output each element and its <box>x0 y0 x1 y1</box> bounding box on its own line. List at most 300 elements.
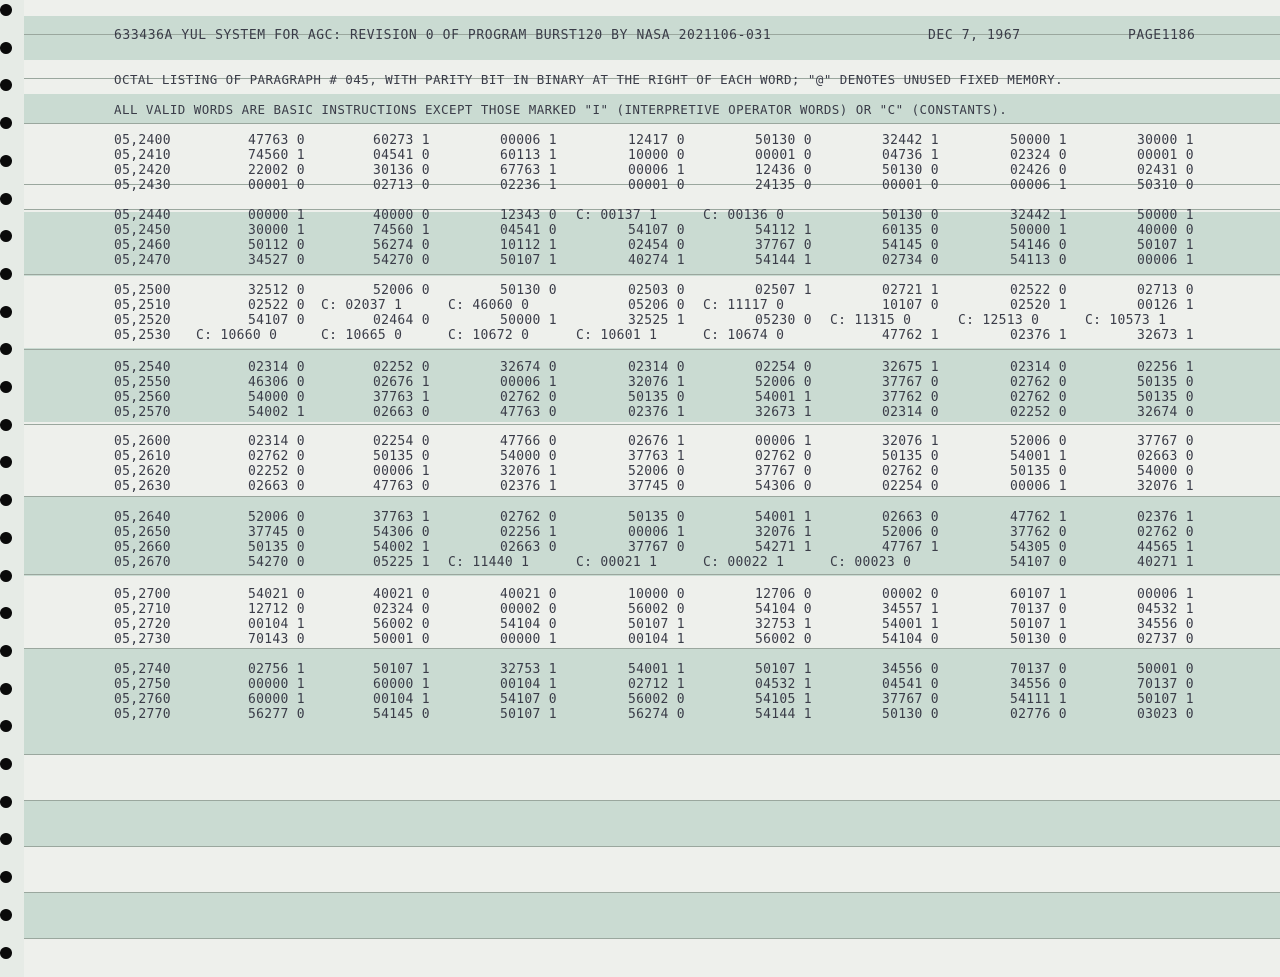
octal-word: 37767 0 <box>628 540 685 555</box>
feed-hole <box>0 833 12 845</box>
octal-word: 05206 0 <box>628 298 685 313</box>
octal-word: 32512 0 <box>248 283 305 298</box>
octal-word: 60000 1 <box>248 692 305 707</box>
octal-word: C: 10674 0 <box>703 328 785 343</box>
listing-row <box>0 540 1280 555</box>
octal-word: 04736 1 <box>882 148 939 163</box>
octal-word: 10107 0 <box>882 298 939 313</box>
row-address: 05,2720 <box>114 617 171 632</box>
listing-row <box>0 405 1280 420</box>
row-address: 05,2650 <box>114 525 171 540</box>
octal-word: 50135 0 <box>628 510 685 525</box>
octal-word: 02314 0 <box>882 405 939 420</box>
octal-word: 12706 0 <box>755 587 812 602</box>
octal-word: 60135 0 <box>882 223 939 238</box>
octal-word: 37745 0 <box>628 479 685 494</box>
octal-word: 50112 0 <box>248 238 305 253</box>
octal-word: 50130 0 <box>500 283 557 298</box>
octal-word: 40000 0 <box>1137 223 1194 238</box>
listing-row <box>0 208 1280 223</box>
octal-word: 02256 1 <box>1137 360 1194 375</box>
octal-word: 00006 1 <box>1137 587 1194 602</box>
octal-word: 54113 0 <box>1010 253 1067 268</box>
octal-word: 02252 0 <box>248 464 305 479</box>
octal-word: C: 00021 1 <box>576 555 658 570</box>
octal-word: 54305 0 <box>1010 540 1067 555</box>
octal-word: 10112 1 <box>500 238 557 253</box>
octal-word: 02254 0 <box>882 479 939 494</box>
octal-word: 02454 0 <box>628 238 685 253</box>
octal-word: 50107 1 <box>500 253 557 268</box>
octal-word: 02314 0 <box>248 360 305 375</box>
octal-word: 02762 0 <box>1137 525 1194 540</box>
octal-word: 02376 1 <box>1010 328 1067 343</box>
row-address: 05,2430 <box>114 178 171 193</box>
rule-line <box>24 892 1280 893</box>
octal-word: C: 00023 0 <box>830 555 912 570</box>
octal-word: C: 11440 1 <box>448 555 530 570</box>
octal-word: 00006 1 <box>500 133 557 148</box>
octal-word: 37763 1 <box>373 390 430 405</box>
row-address: 05,2620 <box>114 464 171 479</box>
octal-word: 54107 0 <box>248 313 305 328</box>
row-address: 05,2520 <box>114 313 171 328</box>
octal-word: 02762 0 <box>755 449 812 464</box>
octal-word: 02252 0 <box>373 360 430 375</box>
octal-word: 00006 1 <box>628 163 685 178</box>
row-address: 05,2500 <box>114 283 171 298</box>
octal-word: 32674 0 <box>500 360 557 375</box>
octal-word: 37745 0 <box>248 525 305 540</box>
octal-word: 54104 0 <box>882 632 939 647</box>
rule-line <box>24 349 1280 350</box>
listing-row <box>0 464 1280 479</box>
row-address: 05,2740 <box>114 662 171 677</box>
row-address: 05,2640 <box>114 510 171 525</box>
octal-word: 37763 1 <box>373 510 430 525</box>
octal-word: 50107 1 <box>1010 617 1067 632</box>
octal-word: 56277 0 <box>248 707 305 722</box>
octal-word: 02522 0 <box>1010 283 1067 298</box>
rule-line <box>24 574 1280 575</box>
octal-word: 02254 0 <box>373 434 430 449</box>
octal-word: 37767 0 <box>755 464 812 479</box>
octal-word: 04532 1 <box>755 677 812 692</box>
row-address: 05,2560 <box>114 390 171 405</box>
octal-word: 02776 0 <box>1010 707 1067 722</box>
octal-word: 02314 0 <box>248 434 305 449</box>
octal-word: 56002 0 <box>373 617 430 632</box>
octal-word: 22002 0 <box>248 163 305 178</box>
octal-word: 02376 1 <box>500 479 557 494</box>
row-address: 05,2460 <box>114 238 171 253</box>
octal-word: 02663 0 <box>248 479 305 494</box>
octal-word: 52006 0 <box>1010 434 1067 449</box>
octal-word: 54145 0 <box>373 707 430 722</box>
row-address: 05,2770 <box>114 707 171 722</box>
octal-word: 00006 1 <box>1010 479 1067 494</box>
octal-word: 54270 0 <box>248 555 305 570</box>
octal-word: 54104 0 <box>500 617 557 632</box>
octal-word: 54144 1 <box>755 707 812 722</box>
octal-word: 50000 1 <box>1010 223 1067 238</box>
octal-word: 04541 0 <box>373 148 430 163</box>
octal-word: 02762 0 <box>500 510 557 525</box>
octal-word: 02256 1 <box>500 525 557 540</box>
listing-row <box>0 602 1280 617</box>
feed-hole <box>0 871 12 883</box>
octal-word: 32076 1 <box>628 375 685 390</box>
octal-word: 50000 1 <box>1137 208 1194 223</box>
octal-word: 02713 0 <box>1137 283 1194 298</box>
row-address: 05,2440 <box>114 208 171 223</box>
octal-word: 02376 1 <box>628 405 685 420</box>
row-address: 05,2610 <box>114 449 171 464</box>
rule-line <box>24 496 1280 497</box>
octal-word: 50130 0 <box>882 163 939 178</box>
octal-word: 32525 1 <box>628 313 685 328</box>
octal-word: 02762 0 <box>1010 390 1067 405</box>
octal-word: 02252 0 <box>1010 405 1067 420</box>
octal-word: 02520 1 <box>1010 298 1067 313</box>
octal-word: 37763 1 <box>628 449 685 464</box>
octal-word: 05225 1 <box>373 555 430 570</box>
octal-word: 54146 0 <box>1010 238 1067 253</box>
octal-word: 56002 0 <box>628 602 685 617</box>
octal-word: 52006 0 <box>755 375 812 390</box>
row-address: 05,2710 <box>114 602 171 617</box>
octal-word: 02507 1 <box>755 283 812 298</box>
octal-word: 34556 0 <box>882 662 939 677</box>
octal-word: 02713 0 <box>373 178 430 193</box>
listing-row <box>0 707 1280 722</box>
listing-row <box>0 178 1280 193</box>
rule-line <box>24 274 1280 275</box>
octal-word: 02236 1 <box>500 178 557 193</box>
row-address: 05,2550 <box>114 375 171 390</box>
green-band <box>24 800 1280 846</box>
octal-word: 37767 0 <box>1137 434 1194 449</box>
row-address: 05,2530 <box>114 328 171 343</box>
row-address: 05,2420 <box>114 163 171 178</box>
octal-word: 37762 0 <box>1010 525 1067 540</box>
octal-word: 32076 1 <box>1137 479 1194 494</box>
octal-word: 32674 0 <box>1137 405 1194 420</box>
octal-word: 05230 0 <box>755 313 812 328</box>
octal-word: 47762 1 <box>882 328 939 343</box>
octal-word: C: 10665 0 <box>321 328 403 343</box>
octal-word: 32753 1 <box>500 662 557 677</box>
octal-word: C: 10660 0 <box>196 328 278 343</box>
listing-row <box>0 148 1280 163</box>
octal-word: 34557 1 <box>882 602 939 617</box>
octal-word: 54001 1 <box>1010 449 1067 464</box>
octal-word: 54001 1 <box>755 390 812 405</box>
octal-word: 60107 1 <box>1010 587 1067 602</box>
listing-row <box>0 283 1280 298</box>
green-band <box>24 892 1280 938</box>
octal-word: 47763 0 <box>248 133 305 148</box>
octal-word: 32442 1 <box>1010 208 1067 223</box>
octal-word: 54144 1 <box>755 253 812 268</box>
octal-word: 02663 0 <box>1137 449 1194 464</box>
octal-word: 00001 0 <box>755 148 812 163</box>
octal-word: 40021 0 <box>500 587 557 602</box>
octal-word: 40274 1 <box>628 253 685 268</box>
octal-word: 50135 0 <box>882 449 939 464</box>
octal-word: 32076 1 <box>882 434 939 449</box>
octal-word: 50135 0 <box>1010 464 1067 479</box>
octal-word: 00001 0 <box>1137 148 1194 163</box>
octal-word: 32442 1 <box>882 133 939 148</box>
octal-word: 54021 0 <box>248 587 305 602</box>
white-band <box>24 754 1280 800</box>
octal-word: C: 00136 0 <box>703 208 785 223</box>
octal-word: 40271 1 <box>1137 555 1194 570</box>
octal-word: C: 10672 0 <box>448 328 530 343</box>
row-address: 05,2730 <box>114 632 171 647</box>
octal-word: 50107 1 <box>1137 692 1194 707</box>
octal-word: 50135 0 <box>373 449 430 464</box>
octal-word: 54001 1 <box>755 510 812 525</box>
octal-word: 47766 0 <box>500 434 557 449</box>
octal-word: 04532 1 <box>1137 602 1194 617</box>
listing-row <box>0 677 1280 692</box>
octal-word: 02426 0 <box>1010 163 1067 178</box>
row-address: 05,2400 <box>114 133 171 148</box>
octal-word: 02376 1 <box>1137 510 1194 525</box>
listing-row <box>0 449 1280 464</box>
listing-row <box>0 632 1280 647</box>
octal-word: C: 10601 1 <box>576 328 658 343</box>
octal-word: 02756 1 <box>248 662 305 677</box>
row-address: 05,2670 <box>114 555 171 570</box>
octal-word: 03023 0 <box>1137 707 1194 722</box>
octal-word: 54107 0 <box>500 692 557 707</box>
octal-word: 34527 0 <box>248 253 305 268</box>
octal-word: 02762 0 <box>882 464 939 479</box>
octal-word: 24135 0 <box>755 178 812 193</box>
octal-word: 00001 0 <box>248 178 305 193</box>
listing-row <box>0 298 1280 313</box>
octal-word: 00002 0 <box>500 602 557 617</box>
octal-word: 50135 0 <box>1137 390 1194 405</box>
octal-word: 32076 1 <box>500 464 557 479</box>
octal-word: 02522 0 <box>248 298 305 313</box>
octal-word: 74560 1 <box>248 148 305 163</box>
octal-word: 02431 0 <box>1137 163 1194 178</box>
octal-word: 54145 0 <box>882 238 939 253</box>
octal-word: 54270 0 <box>373 253 430 268</box>
row-address: 05,2510 <box>114 298 171 313</box>
octal-word: C: 00137 1 <box>576 208 658 223</box>
listing-row <box>0 360 1280 375</box>
octal-word: 50107 1 <box>500 707 557 722</box>
octal-word: 32673 1 <box>1137 328 1194 343</box>
octal-word: 32675 1 <box>882 360 939 375</box>
feed-hole <box>0 720 12 732</box>
rule-line <box>24 846 1280 847</box>
rule-line <box>24 754 1280 755</box>
header-program-line: 633436A YUL SYSTEM FOR AGC: REVISION 0 OF PROGRAM BURST120 BY NASA 2021106-031 <box>114 28 772 43</box>
octal-word: 56002 0 <box>628 692 685 707</box>
octal-word: C: 11315 0 <box>830 313 912 328</box>
octal-word: 37767 0 <box>882 375 939 390</box>
rule-line <box>24 938 1280 939</box>
listing-row <box>0 525 1280 540</box>
listing-row <box>0 479 1280 494</box>
octal-word: 00104 1 <box>373 692 430 707</box>
octal-word: C: 00022 1 <box>703 555 785 570</box>
octal-word: 70143 0 <box>248 632 305 647</box>
octal-word: 00000 1 <box>248 677 305 692</box>
octal-word: 54001 1 <box>628 662 685 677</box>
octal-word: 54104 0 <box>755 602 812 617</box>
header-legend: ALL VALID WORDS ARE BASIC INSTRUCTIONS EXCEPT THOSE MARKED "I" (INTERPRETIVE OPERATOR WORDS) OR "C" (CONSTANTS). <box>114 102 1008 117</box>
listing-row <box>0 510 1280 525</box>
octal-word: 02762 0 <box>500 390 557 405</box>
header-listing-description: OCTAL LISTING OF PARAGRAPH # 045, WITH PARITY BIT IN BINARY AT THE RIGHT OF EACH WORD; "@" DENOTES UNUSED FIXED MEMORY. <box>114 72 1064 87</box>
octal-word: 44565 1 <box>1137 540 1194 555</box>
octal-word: 54002 1 <box>248 405 305 420</box>
listing-row <box>0 133 1280 148</box>
octal-word: 02734 0 <box>882 253 939 268</box>
feed-hole <box>0 796 12 808</box>
octal-word: 52006 0 <box>628 464 685 479</box>
octal-word: 00000 1 <box>500 632 557 647</box>
octal-word: 60273 1 <box>373 133 430 148</box>
octal-word: 02721 1 <box>882 283 939 298</box>
octal-word: 00002 0 <box>882 587 939 602</box>
octal-word: 37767 0 <box>882 692 939 707</box>
feed-hole <box>0 494 12 506</box>
octal-word: 10000 0 <box>628 587 685 602</box>
listing-row <box>0 587 1280 602</box>
listing-row <box>0 223 1280 238</box>
octal-word: 02314 0 <box>628 360 685 375</box>
octal-word: 60000 1 <box>373 677 430 692</box>
octal-word: 56002 0 <box>755 632 812 647</box>
octal-word: 00104 1 <box>500 677 557 692</box>
feed-hole <box>0 268 12 280</box>
header-date: DEC 7, 1967 <box>928 28 1021 43</box>
octal-word: 54000 0 <box>500 449 557 464</box>
octal-word: C: 12513 0 <box>958 313 1040 328</box>
octal-word: 46306 0 <box>248 375 305 390</box>
octal-word: 50001 0 <box>373 632 430 647</box>
octal-word: 02663 0 <box>500 540 557 555</box>
octal-word: 70137 0 <box>1137 677 1194 692</box>
octal-word: 37762 0 <box>882 390 939 405</box>
octal-word: 54112 1 <box>755 223 812 238</box>
octal-word: 02324 0 <box>1010 148 1067 163</box>
octal-word: 50107 1 <box>755 662 812 677</box>
feed-hole <box>0 79 12 91</box>
octal-word: 00000 1 <box>248 208 305 223</box>
octal-word: 67763 1 <box>500 163 557 178</box>
listing-row <box>0 390 1280 405</box>
octal-word: 50000 1 <box>500 313 557 328</box>
octal-word: 54107 0 <box>1010 555 1067 570</box>
octal-word: 70137 0 <box>1010 662 1067 677</box>
octal-word: 50130 0 <box>755 133 812 148</box>
octal-word: 50107 1 <box>373 662 430 677</box>
octal-word: 50107 1 <box>628 617 685 632</box>
octal-word: 50135 0 <box>248 540 305 555</box>
row-address: 05,2660 <box>114 540 171 555</box>
feed-hole <box>0 419 12 431</box>
row-address: 05,2750 <box>114 677 171 692</box>
octal-word: 02254 0 <box>755 360 812 375</box>
octal-word: 60113 1 <box>500 148 557 163</box>
octal-word: 30000 1 <box>1137 133 1194 148</box>
octal-word: 12712 0 <box>248 602 305 617</box>
octal-word: 54000 0 <box>1137 464 1194 479</box>
octal-word: 02464 0 <box>373 313 430 328</box>
feed-hole <box>0 193 12 205</box>
octal-word: 50001 0 <box>1137 662 1194 677</box>
octal-word: 04541 0 <box>500 223 557 238</box>
octal-word: 12343 0 <box>500 208 557 223</box>
octal-word: 02503 0 <box>628 283 685 298</box>
octal-word: C: 11117 0 <box>703 298 785 313</box>
octal-word: 54271 1 <box>755 540 812 555</box>
feed-hole <box>0 947 12 959</box>
octal-word: 54105 1 <box>755 692 812 707</box>
octal-word: 12436 0 <box>755 163 812 178</box>
octal-word: 54000 0 <box>248 390 305 405</box>
octal-word: 02762 0 <box>248 449 305 464</box>
row-address: 05,2700 <box>114 587 171 602</box>
octal-word: 50135 0 <box>1137 375 1194 390</box>
white-band <box>24 846 1280 892</box>
octal-word: 02663 0 <box>882 510 939 525</box>
row-address: 05,2450 <box>114 223 171 238</box>
octal-word: 50000 1 <box>1010 133 1067 148</box>
listing-row <box>0 238 1280 253</box>
octal-word: 54107 0 <box>628 223 685 238</box>
rule-line <box>24 424 1280 425</box>
octal-word: 02663 0 <box>373 405 430 420</box>
listing-row <box>0 662 1280 677</box>
row-address: 05,2570 <box>114 405 171 420</box>
octal-word: 40000 0 <box>373 208 430 223</box>
octal-word: 00126 1 <box>1137 298 1194 313</box>
row-address: 05,2600 <box>114 434 171 449</box>
octal-word: 00006 1 <box>1137 253 1194 268</box>
octal-word: C: 02037 1 <box>321 298 403 313</box>
listing-row <box>0 253 1280 268</box>
octal-word: 00006 1 <box>373 464 430 479</box>
octal-word: C: 10573 1 <box>1085 313 1167 328</box>
row-address: 05,2410 <box>114 148 171 163</box>
octal-word: 00006 1 <box>628 525 685 540</box>
feed-hole <box>0 117 12 129</box>
octal-word: 56274 0 <box>628 707 685 722</box>
octal-word: 34556 0 <box>1010 677 1067 692</box>
octal-word: 00001 0 <box>628 178 685 193</box>
octal-word: 40021 0 <box>373 587 430 602</box>
octal-word: 02712 1 <box>628 677 685 692</box>
octal-word: 10000 0 <box>628 148 685 163</box>
octal-word: 54002 1 <box>373 540 430 555</box>
octal-word: 52006 0 <box>373 283 430 298</box>
octal-word: 54306 0 <box>755 479 812 494</box>
octal-word: 54001 1 <box>882 617 939 632</box>
feed-hole <box>0 570 12 582</box>
octal-word: 50130 0 <box>1010 632 1067 647</box>
feed-hole <box>0 42 12 54</box>
